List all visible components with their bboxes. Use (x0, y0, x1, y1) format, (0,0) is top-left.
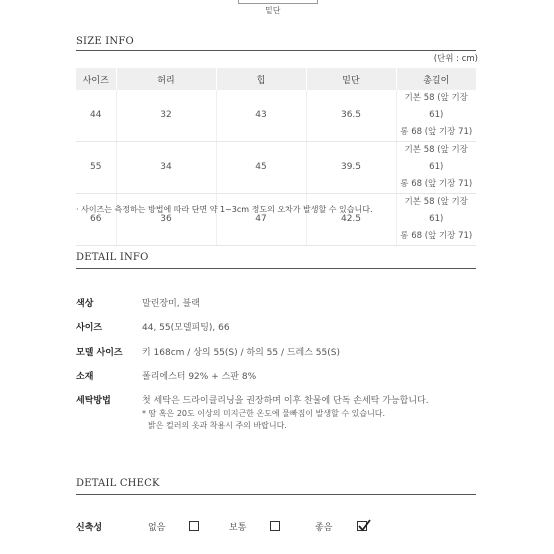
detail-info-divider (76, 268, 476, 269)
length-basic: 기본 58 (앞 기장 61) (404, 145, 468, 172)
cell-hip: 45 (216, 142, 306, 194)
detail-check-divider (76, 494, 476, 495)
detail-key: 세탁방법 (76, 396, 111, 406)
size-table-header-row (76, 68, 476, 90)
cell-hem: 39.5 (306, 142, 396, 194)
detail-key: 소재 (76, 372, 94, 382)
washing-note-line: * 땀 혹은 20도 이상의 미지근한 온도에 물빠짐이 발생할 수 있습니다. (142, 409, 386, 418)
length-long: 롱 68 (앞 기장 71) (400, 231, 473, 241)
detail-value: 첫 세탁은 드라이클리닝을 권장하며 이후 찬물에 단독 손세탁 가능합니다. (142, 396, 429, 406)
cell-hip: 47 (216, 194, 306, 246)
option-label: 좋음 (315, 523, 333, 533)
checkmark-icon (357, 519, 371, 533)
detail-key: 모델 사이즈 (76, 348, 123, 358)
detail-info-title: DETAIL INFO (76, 252, 149, 263)
detail-check-title: DETAIL CHECK (76, 478, 160, 489)
detail-key: 색상 (76, 299, 94, 309)
detail-value: 44, 55(모델피팅), 66 (142, 323, 230, 333)
table-row (76, 194, 476, 246)
detail-value: 키 168cm / 상의 55(S) / 하의 55 / 드레스 55(S) (142, 348, 340, 358)
header-hem: 밑단 (306, 68, 396, 90)
detail-key: 사이즈 (76, 323, 103, 333)
washing-notes (142, 408, 385, 432)
cell-waist: 32 (116, 90, 216, 142)
detail-value: 말린장미, 블랙 (142, 299, 200, 309)
table-row (76, 142, 476, 194)
cell-waist: 34 (116, 142, 216, 194)
size-info-title: SIZE INFO (76, 36, 134, 47)
size-table (76, 68, 476, 246)
header-waist: 허리 (116, 68, 216, 90)
option-checkbox[interactable] (270, 521, 280, 531)
hem-diagram-label: 밑단 (265, 6, 281, 15)
length-long: 롱 68 (앞 기장 71) (400, 179, 473, 189)
cell-size: 44 (76, 90, 116, 142)
table-row (76, 90, 476, 142)
check-key: 신축성 (76, 523, 103, 533)
cell-hem: 36.5 (306, 90, 396, 142)
unit-note: (단위 : cm) (433, 54, 478, 64)
header-size: 사이즈 (76, 68, 116, 90)
cell-size: 66 (76, 194, 116, 246)
cell-hip: 43 (216, 90, 306, 142)
washing-note-line: 밝은 컬러의 옷과 착용시 주의 바랍니다. (148, 421, 287, 430)
cell-length (396, 90, 476, 142)
header-length: 총길이 (396, 68, 476, 90)
garment-diagram-stub (238, 0, 318, 4)
cell-waist: 36 (116, 194, 216, 246)
cell-size: 55 (76, 142, 116, 194)
cell-length (396, 142, 476, 194)
size-tolerance-note: · 사이즈는 측정하는 방법에 따라 단면 약 1~3cm 정도의 오차가 발생할 수 있습니다. (76, 205, 373, 214)
cell-hem: 42.5 (306, 194, 396, 246)
size-info-divider (76, 50, 476, 51)
option-checkbox[interactable] (189, 521, 199, 531)
cell-length (396, 194, 476, 246)
detail-value: 폴리에스터 92% + 스판 8% (142, 372, 257, 382)
length-basic: 기본 58 (앞 기장 61) (404, 93, 468, 120)
option-checkbox-checked[interactable] (357, 521, 367, 531)
option-label: 없음 (148, 523, 166, 533)
option-label: 보통 (229, 523, 247, 533)
length-basic: 기본 58 (앞 기장 61) (404, 197, 468, 224)
length-long: 롱 68 (앞 기장 71) (400, 127, 473, 137)
header-hip: 힙 (216, 68, 306, 90)
